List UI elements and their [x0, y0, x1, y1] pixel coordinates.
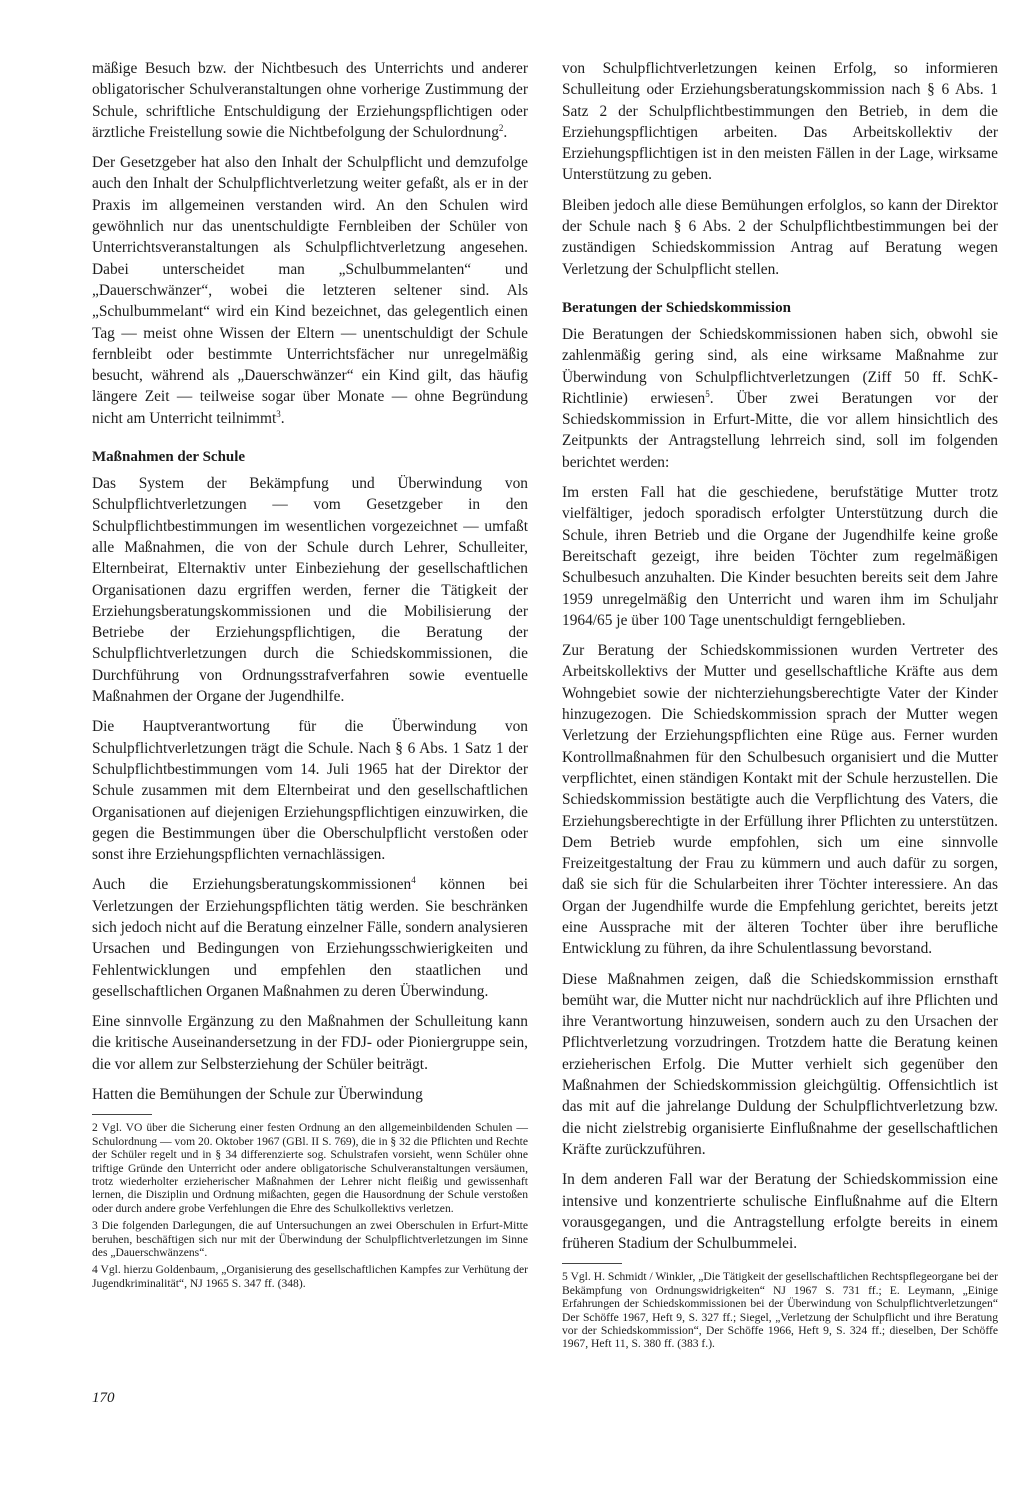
- paragraph: Die Hauptverantwortung für die Überwindung von Schulpflichtverletzungen trägt die Schule. Nach § 6 Abs. 1 Satz 1 der Schulpflichtbestimmungen vom 14. Juli 1965 hat der Direktor der Schule zusammen mit dem Elternbeirat und den gesellschaftlichen Organisationen auf diejenigen Erziehungspflichtigen einzuwirken, die gegen die Bestimmungen über die Oberschulpflicht verstoßen oder sonst ihre Erziehungspflichten vernachlässigen.: [92, 718, 528, 864]
- paragraph: Der Gesetzgeber hat also den Inhalt der Schulpflicht und demzufolge auch den Inhalt der Schulpflichtverletzung weiter gefaßt, als er in der Praxis im allgemeinen verstanden wird. An den Schulen wird gewöhnlich nur das unentschuldigte Fernbleiben der Schüler von Unterrichtsveranstaltungen als Schulpflichtverletzung angesehen. Dabei unterscheidet man „Schulbummelanten“ und „Dauerschwänzer“, wobei die letzteren seltener sind. Als „Schulbummelant“ wird ein Kind bezeichnet, das gelegentlich einen Tag — meist ohne Wissen der Eltern — unentschuldigt der Schule fernbleibt oder bestimmte Unterrichtsfächer nur unregelmäßig besucht, während als „Dauerschwänzer“ ein Kind gilt, das häufig längere Zeit — teilweise sogar über Monate — ohne Begründung nicht am Unterricht teilnimmt$^3$.: [92, 154, 528, 427]
- footnote-divider: [562, 1263, 622, 1264]
- paragraph: Bleiben jedoch alle diese Bemühungen erfolglos, so kann der Direktor der Schule nach § 6 Abs. 2 der Schulpflichtbestimmungen bei der zuständigen Schiedskommission Antrag auf Beratung wegen Verletzung der Schulpflicht stellen.: [562, 196, 998, 278]
- footnotes: [92, 1114, 528, 1290]
- page-number: 170: [92, 1390, 115, 1406]
- section-heading: Maßnahmen der Schule: [92, 449, 246, 466]
- footnote: 2 Vgl. VO über die Sicherung einer festen Ordnung an den allgemeinbildenden Schulen — Schulordnung — vom 20. Oktober 1967 (GBl. II S. 769), die in § 32 die Pflichten und Rechte der Schüler regelt und in § 34 differenzierte sog. Schulstrafen vorsieht, wenn Schüler ohne triftige Gründe den Unterricht oder andere obligatorische Schulveranstaltungen versäumen, trotz wiederholter erzieherischer Maßnahmen der Lehrer nicht fleißig und gewissenhaft lernen, die Disziplin und Ordnung mißachten, gegen die Hausordnung der Schule verstoßen oder durch andere grobe Verfehlungen die Ehre des Schulkollektivs verletzen.: [92, 1121, 528, 1215]
- footnote-ref: 3: [276, 408, 281, 419]
- paragraph: Die Beratungen der Schiedskommissionen haben sich, obwohl sie zahlenmäßig gering sind, als eine wirksame Maßnahme zur Überwindung von Schulpflichtverletzungen (Ziff 50 ff. SchK-Richtlinie) erwiesen$^5$. Über zwei Beratungen vor der Schiedskommission in Erfurt-Mitte, die vor allem hinsichtlich des Zeitpunkts der Antragstellung lehrreich sind, soll im folgenden berichtet werden:: [562, 325, 998, 471]
- right-column: [562, 58, 998, 1355]
- footnotes: [562, 1263, 998, 1350]
- paragraph: von Schulpflichtverletzungen keinen Erfolg, so informieren Schulleitung oder Erziehungsberatungskommission nach § 6 Abs. 1 Satz 2 der Schulpflichtbestimmungen den Betrieb, in dem die Erziehungspflichtigen arbeiten. Das Arbeitskollektiv der Erziehungspflichtigen ist in den meisten Fällen in der Lage, wirksame Unterstützung zu geben.: [562, 60, 998, 184]
- footnote: 5 Vgl. H. Schmidt / Winkler, „Die Tätigkeit der gesellschaftlichen Rechtspflegeorgane bei der Bekämpfung von Ordnungswidrigkeiten“ NJ 1967 S. 731 ff.; E. Leymann, „Einige Erfahrungen der Schiedskommissionen bei der Überwindung von Schulpflichtverletzungen“ Der Schöffe 1967, Heft 9, S. 327 ff.; Siegel, „Verletzung der Schulpflicht und ihre Beratung vor der Schiedskommission“, Der Schöffe 1966, Heft 9, S. 324 ff.; dieselben, Der Schöffe 1967, Heft 11, S. 380 ff. (383 f.).: [562, 1270, 998, 1351]
- paragraph: Das System der Bekämpfung und Überwindung von Schulpflichtverletzungen — vom Gesetzgeber in den Schulpflichtbestimmungen im wesentlichen vorgezeichnet — umfaßt alle Maßnahmen, die von der Schule durch Lehrer, Schulleiter, Elternbeirat, Elternaktiv unter Einbeziehung der gesellschaftlichen Organisationen dazu ergriffen werden, ferner die Tätigkeit der Erziehungsberatungskommissionen und die Mobilisierung der Betriebe der Erziehungspflichtigen, die Beratung der Schulpflichtverletzungen durch die Schiedskommissionen, die Durchführung von Ordnungsstrafverfahren sowie eventuelle Maßnahmen der Organe der Jugendhilfe.: [92, 475, 528, 706]
- footnote: 3 Die folgenden Darlegungen, die auf Untersuchungen an zwei Oberschulen in Erfurt-Mitte beruhen, beschäftigen sich nur mit der Überwindung der Schulpflichtverletzungen im Sinne des „Dauerschwänzens“.: [92, 1219, 528, 1260]
- paragraph: Zur Beratung der Schiedskommissionen wurden Vertreter des Arbeitskollektivs der Mutter und gesellschaftliche Kräfte aus dem Wohngebiet sowie der nichterziehungsberechtigte Vater der Kinder hinzugezogen. Die Schiedskommission sprach der Mutter wegen Verletzung der Erziehungspflichten eine Rüge aus. Ferner wurden Kontrollmaßnahmen für den Schulbesuch organisiert und die Mutter verpflichtet, einen ständigen Kontakt mit der Schule herzustellen. Die Schiedskommission bestätigte auch die Verpflichtung des Vaters, die Erziehungsberechtigte in der Erfüllung ihrer Pflichten zu unterstützen. Dem Betrieb wurde empfohlen, sich um eine sinnvolle Freizeitgestaltung der Frau zu kümmern und auch dafür zu sorgen, daß sie sich für die Schularbeiten ihrer Töchter interessiere. An das Organ der Jugendhilfe wurde die Empfehlung gerichtet, bereits jetzt eine Aussprache mit der älteren Tochter über ihre berufliche Entwicklung zu führen, da ihre Schulentlassung bevorstand.: [562, 642, 998, 958]
- paragraph: Eine sinnvolle Ergänzung zu den Maßnahmen der Schulleitung kann die kritische Auseinandersetzung in der FDJ- oder Pioniergruppe sein, die vor allem zur Selbsterziehung der Schüler beiträgt.: [92, 1013, 528, 1073]
- paragraph: In dem anderen Fall war der Beratung der Schiedskommission eine intensive und konzentrierte schulische Einflußnahme auf die Eltern vorausgegangen, und die Antragstellung erfolgte bereits in einem früheren Stadium der Schulbummelei.: [562, 1171, 998, 1253]
- paragraph: mäßige Besuch bzw. der Nichtbesuch des Unterrichts und anderer obligatorischer Schulveranstaltungen ohne vorherige Zustimmung der Schule, schriftliche Entschuldigung der Erziehungspflichtigen oder ärztliche Freistellung sowie die Nichtbefolgung der Schulordnung$^2$.: [92, 60, 528, 141]
- footnote-divider: [92, 1114, 152, 1115]
- paragraph: Auch die Erziehungsberatungskommissionen$^4$ können bei Verletzungen der Erziehungspflichten tätig werden. Sie beschränken sich jedoch nicht auf die Beratung einzelner Fälle, sondern analysieren Ursachen und Bedingungen von Erziehungsschwierigkeiten und Fehlentwicklungen und empfehlen den staatlichen und gesellschaftlichen Organen Maßnahmen zu deren Überwindung.: [92, 875, 528, 1000]
- section-heading: Beratungen der Schiedskommission: [562, 299, 791, 316]
- paragraph: Im ersten Fall hat die geschiedene, berufstätige Mutter trotz vielfältiger, jedoch sporadisch erfolgter Unterstützung durch die Schule, ihren Betrieb und die Organe der Jugendhilfe keine große Bereitschaft gezeigt, ihre beiden Töchter zum regelmäßigen Schulbesuch anzuhalten. Die Kinder besuchten bereits seit dem Jahre 1959 unregelmäßig den Unterricht und waren ihm im Schuljahr 1964/65 je über 100 Tage unentschuldigt ferngeblieben.: [562, 484, 998, 629]
- footnote: 4 Vgl. hierzu Goldenbaum, „Organisierung des gesellschaftlichen Kampfes zur Verhütung der Jugendkriminalität“, NJ 1965 S. 347 ff. (348).: [92, 1263, 528, 1290]
- footnote-ref: 5: [705, 388, 710, 399]
- footnote-ref: 2: [498, 122, 504, 133]
- left-column: [92, 58, 528, 1294]
- footnote-ref: 4: [411, 875, 416, 886]
- paragraph: Diese Maßnahmen zeigen, daß die Schiedskommission ernsthaft bemüht war, die Mutter nicht nur nachdrücklich auf ihre Pflichten und ihre Verantwortung hinzuweisen, sondern auch zu den Ursachen der Pflichtverletzung vorzudringen. Trotzdem hatte die Beratung keinen erzieherischen Erfolg. Die Mutter verhielt sich gegenüber den Maßnahmen der Schiedskommission gleichgültig. Offensichtlich ist das mit auf die jahrelange Duldung der Schulpflichtverletzung bzw. die nicht zielstrebig organisierte Einflußnahme der gesellschaftlichen Kräfte zurückzuführen.: [562, 970, 998, 1158]
- paragraph: Hatten die Bemühungen der Schule zur Überwindung: [92, 1086, 423, 1104]
